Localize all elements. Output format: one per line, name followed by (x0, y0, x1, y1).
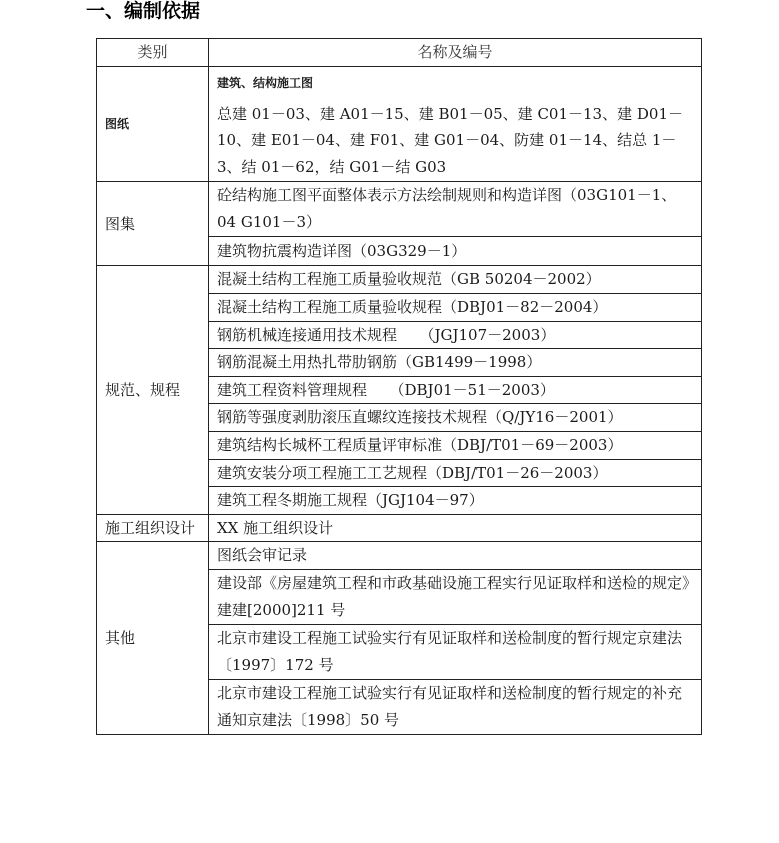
category-cell-atlas: 图集 (97, 182, 209, 266)
section-heading: 一、编制依据 (86, 0, 201, 22)
table-row (97, 66, 702, 182)
column-header-category: 类别 (97, 39, 209, 67)
list-item: 建设部《房屋建筑工程和市政基础设施工程实行见证取样和送检的规定》建建[2000]211 号 (209, 569, 702, 624)
list-item: 砼结构施工图平面整体表示方法绘制规则和构造详图（03G101－1、04 G101－3） (209, 182, 702, 237)
basis-table (96, 38, 702, 735)
category-cell-drawings: 图纸 (97, 66, 209, 182)
table-row (97, 542, 702, 570)
list-item: 混凝土结构工程施工质量验收规程（DBJ01－82－2004） (209, 293, 702, 321)
list-item: 北京市建设工程施工试验实行有见证取样和送检制度的暂行规定的补充通知京建法〔1998〕50 号 (209, 679, 702, 734)
list-item: 混凝土结构工程施工质量验收规范（GB 50204－2002） (209, 266, 702, 294)
list-item: 北京市建设工程施工试验实行有见证取样和送检制度的暂行规定京建法〔1997〕172 号 (209, 624, 702, 679)
category-cell-organization: 施工组织设计 (97, 514, 209, 542)
column-header-name: 名称及编号 (209, 39, 702, 67)
table-row (97, 266, 702, 294)
list-item: 图纸会审记录 (209, 542, 702, 570)
list-item: 建筑结构长城杯工程质量评审标准（DBJ/T01－69－2003） (209, 431, 702, 459)
drawings-subtitle: 建筑、结构施工图 (217, 75, 314, 90)
table-row (97, 514, 702, 542)
category-cell-codes: 规范、规程 (97, 266, 209, 514)
list-item: 建筑工程资料管理规程 （DBJ01－51－2003） (209, 376, 702, 404)
category-cell-others: 其他 (97, 542, 209, 735)
table-row (97, 182, 702, 237)
list-item: 建筑工程冬期施工规程（JGJ104－97） (209, 487, 702, 515)
list-item: 钢筋机械连接通用技术规程 （JGJ107－2003） (209, 321, 702, 349)
list-item: 建筑物抗震构造详图（03G329－1） (209, 237, 702, 266)
drawings-list: 总建 01－03、建 A01－15、建 B01－05、建 C01－13、建 D01－10、建 E01－04、建 F01、建 G01－04、防建 01－14、结总 1－3、结 01－62，结 G01－结 G03 (217, 104, 683, 176)
drawings-cell (209, 66, 702, 182)
list-item: XX 施工组织设计 (209, 514, 702, 542)
list-item: 建筑安装分项工程施工工艺规程（DBJ/T01－26－2003） (209, 459, 702, 487)
list-item: 钢筋混凝土用热扎带肋钢筋（GB1499－1998） (209, 349, 702, 377)
list-item: 钢筋等强度剥肋滚压直螺纹连接技术规程（Q/JY16－2001） (209, 404, 702, 432)
table-header-row (97, 39, 702, 67)
